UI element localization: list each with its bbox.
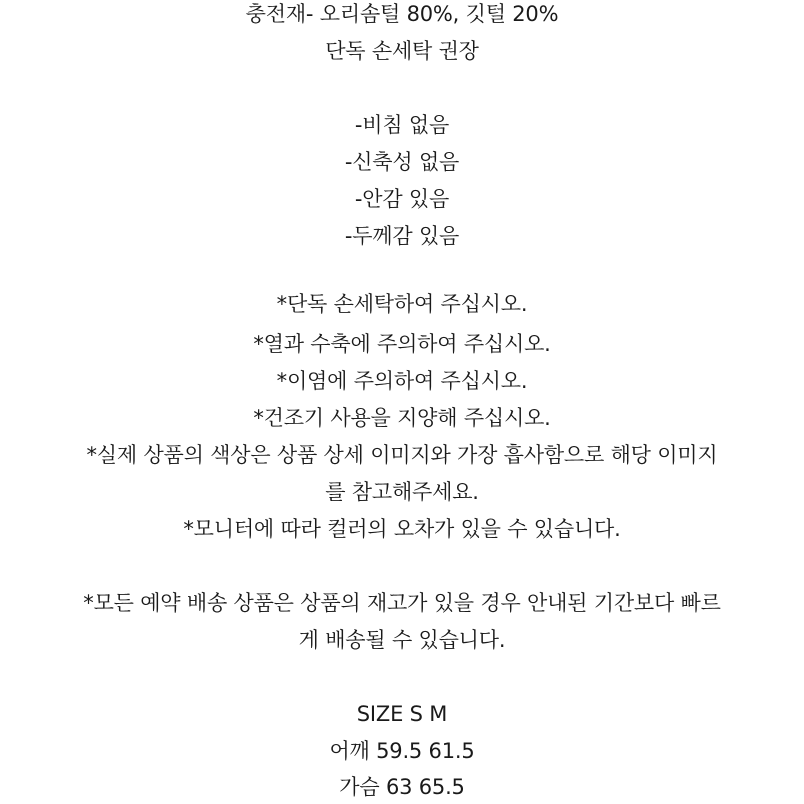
color-note-line: *실제 상품의 색상은 상품 상세 이미지와 가장 흡사함으로 해당 이미지 <box>86 443 718 467</box>
feature-line: -안감 있음 <box>354 187 450 211</box>
shipping-note-line: *모든 예약 배송 상품은 상품의 재고가 있을 경우 안내된 기간보다 빠르 <box>83 591 721 615</box>
care-note-line: *이염에 주의하여 주십시오. <box>276 369 528 393</box>
filling-line: 충전재- 오리솜털 80%, 깃털 20% <box>245 2 559 26</box>
size-header-line: SIZE S M <box>356 702 448 726</box>
care-note-line: *열과 수축에 주의하여 주십시오. <box>253 332 551 356</box>
monitor-note-line: *모니터에 따라 컬러의 오차가 있을 수 있습니다. <box>183 517 621 541</box>
shipping-note-line: 게 배송될 수 있습니다. <box>298 628 506 652</box>
size-row-chest: 가슴 63 65.5 <box>339 775 465 799</box>
wash-recommendation-line: 단독 손세탁 권장 <box>325 39 479 63</box>
feature-line: -신축성 없음 <box>344 150 460 174</box>
size-row-shoulder: 어깨 59.5 61.5 <box>329 739 475 763</box>
feature-line: -비침 없음 <box>354 113 450 137</box>
color-note-line: 를 참고해주세요. <box>325 480 479 504</box>
care-note-line: *건조기 사용을 지양해 주십시오. <box>253 406 551 430</box>
feature-line: -두께감 있음 <box>344 224 460 248</box>
care-note-line: *단독 손세탁하여 주십시오. <box>276 292 528 316</box>
